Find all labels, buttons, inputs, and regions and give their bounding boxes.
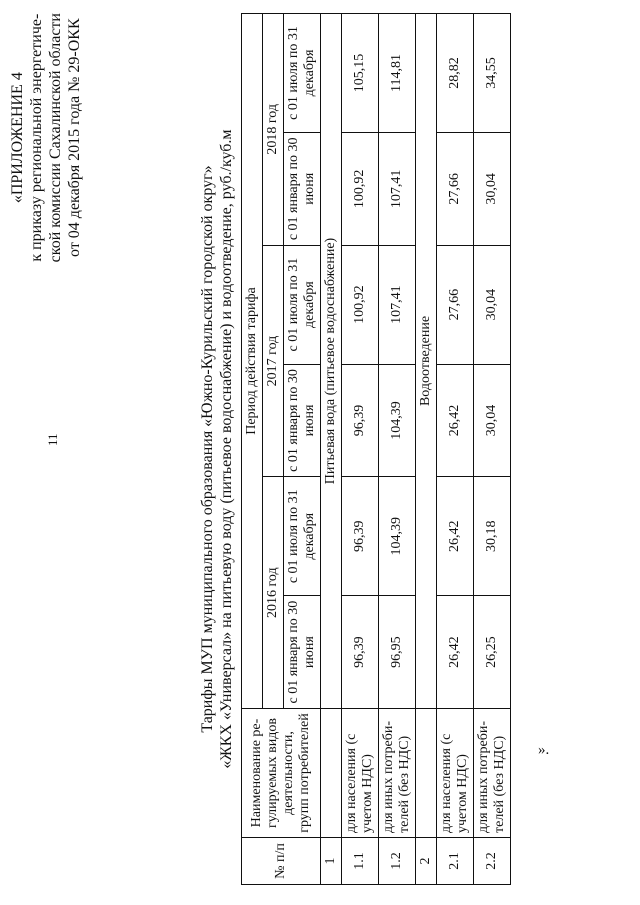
tariff-value: 104,39 [379,364,416,477]
appendix-line-2: ской комиссии Сахалинской области [47,13,64,263]
table-row [342,14,379,885]
tariff-value: 34,55 [474,14,511,133]
document-heading [198,13,236,885]
tariff-value: 96,95 [379,596,416,709]
header-half-2: с 01 июля по 31 декабря [284,14,321,133]
tariff-value: 107,41 [379,132,416,245]
section-row [416,14,437,885]
header-number: № п/п [242,838,321,885]
tariff-value: 30,04 [474,245,511,364]
section-row [321,14,342,885]
tariff-value: 30,04 [474,132,511,245]
header-half-2: с 01 июля по 31 декабря [284,245,321,364]
appendix-block [8,13,84,262]
table-row [379,14,416,885]
row-index: 1.2 [379,838,416,885]
row-index: 2.1 [437,838,474,885]
section-index: 1 [321,838,342,885]
tariff-value: 100,92 [342,245,379,364]
tariff-value: 27,66 [437,132,474,245]
header-year-2018: 2018 год [263,14,284,246]
row-index: 1.1 [342,838,379,885]
page-number: 11 [45,433,60,446]
tariff-value: 96,39 [342,364,379,477]
tariff-value: 28,82 [437,14,474,133]
tariff-value: 30,18 [474,477,511,596]
section-blank [416,709,437,838]
header-year-2016: 2016 год [263,477,284,709]
header-half-1: с 01 января по 30 июня [284,364,321,477]
tariff-value: 27,66 [437,245,474,364]
tariff-value: 107,41 [379,245,416,364]
header-half-1: с 01 января по 30 июня [284,132,321,245]
tariff-value: 114,81 [379,14,416,133]
tariff-table [241,13,511,885]
table-row [474,14,511,885]
header-half-1: с 01 января по 30 июня [284,596,321,709]
row-name: для населения (с учетом НДС) [342,709,379,838]
header-period: Период действия тарифа [242,14,263,709]
closing-quote: ». [538,742,550,758]
tariff-value: 26,42 [437,364,474,477]
tariff-value: 100,92 [342,132,379,245]
header-year-2017: 2017 год [263,245,284,477]
section-blank [321,709,342,838]
appendix-line-1: к приказу региональной энергетиче- [28,13,45,262]
row-index: 2.2 [474,838,511,885]
table-row [437,14,474,885]
appendix-title: «ПРИЛОЖЕНИЕ 4 [9,72,26,204]
header-name: Наименование ре-гулируемых видов деятельности, групп потребителей [242,709,321,838]
tariff-value: 26,42 [437,596,474,709]
header-half-2: с 01 июля по 31 декабря [284,477,321,596]
tariff-value: 30,04 [474,364,511,477]
tariff-value: 104,39 [379,477,416,596]
section-title: Питьевая вода (питьевое водоснабжение) [321,14,342,709]
tariff-value: 96,39 [342,596,379,709]
appendix-line-3: от 04 декабря 2015 года № 29-ОКК [66,18,83,257]
section-title: Водоотведение [416,14,437,709]
row-name: для населения (с учетом НДС) [437,709,474,838]
row-name: для иных потреби-телей (без НДС) [379,709,416,838]
heading-line-1: Тарифы МУП муниципального образования «Южно-Курильский городской округ» [199,165,216,733]
tariff-value: 26,25 [474,596,511,709]
tariff-value: 105,15 [342,14,379,133]
section-index: 2 [416,838,437,885]
row-name: для иных потреби-телей (без НДС) [474,709,511,838]
heading-line-2: «ЖКХ «Универсал» на питьевую воду (питьевое водоснабжение) и водоотведение, руб./куб.м [218,129,235,769]
tariff-value: 26,42 [437,477,474,596]
tariff-value: 96,39 [342,477,379,596]
rotated-content [8,13,568,885]
